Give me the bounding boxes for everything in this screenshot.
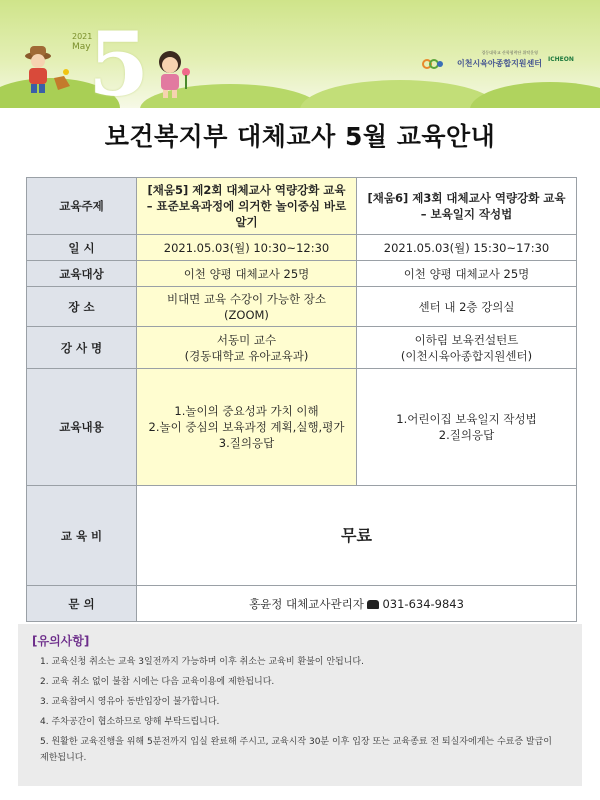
session5-target: 이천 양평 대체교사 25명 <box>137 261 357 287</box>
session6-topic: [채움6] 제3회 대체교사 역량강화 교육 – 보육일지 작성법 <box>357 178 577 235</box>
session5-lecturer <box>137 327 357 369</box>
session6-lecturer-affiliation: (이천시육아종합지원센터) <box>400 348 533 363</box>
contact-name: 홍윤정 대체교사관리자 <box>249 596 364 611</box>
label-fee: 교 육 비 <box>27 486 137 586</box>
icheon-city-logo: ICHEON <box>548 56 574 63</box>
notes-box <box>18 624 582 786</box>
logo-subtitle: 경동대학교 산학협력단 위탁운영 <box>481 50 538 55</box>
telephone-icon <box>367 600 379 609</box>
contact-phone: 031-634-9843 <box>382 596 464 611</box>
session6-date: 2021.05.03(월) 15:30~17:30 <box>357 235 577 261</box>
logo-org-name: 이천시육아종합지원센터 <box>456 59 542 68</box>
session5-topic: [채움5] 제2회 대체교사 역량강화 교육 – 표준보육과정에 의거한 놀이중심 바로알기 <box>137 178 357 235</box>
session5-content-item2: 2.놀이 중심의 보육과정 계획,실행,평가 <box>148 420 345 434</box>
row-content <box>27 369 577 486</box>
row-topic <box>27 178 577 235</box>
session5-content-item1: 1.놀이의 중요성과 가치 이해 <box>174 404 319 418</box>
education-info-table <box>26 177 577 622</box>
row-place <box>27 287 577 327</box>
organization-logo <box>422 50 582 78</box>
banner-month-name: May <box>72 42 91 52</box>
session6-content <box>357 369 577 486</box>
session6-place: 센터 내 2층 강의실 <box>357 287 577 327</box>
label-contact: 문 의 <box>27 586 137 622</box>
label-target: 교육대상 <box>27 261 137 287</box>
header-banner <box>0 0 600 108</box>
label-topic: 교육주제 <box>27 178 137 235</box>
note-item: 1. 교육신청 취소는 교육 3일전까지 가능하며 이후 취소는 교육비 환불이 안됩니다. <box>40 657 364 667</box>
session5-content-item3: 3.질의응답 <box>218 436 275 450</box>
note-item: 2. 교육 취소 없이 불참 시에는 다음 교육이용에 제한됩니다. <box>40 677 275 687</box>
session6-content-item1: 1.어린이집 보육일지 작성법 <box>396 412 537 426</box>
session5-date: 2021.05.03(월) 10:30~12:30 <box>137 235 357 261</box>
contact-info <box>137 586 577 622</box>
label-place: 장 소 <box>27 287 137 327</box>
session5-place <box>137 287 357 327</box>
session5-lecturer-name: 서동미 교수 <box>216 332 277 347</box>
session5-place-line1: 비대면 교육 수강이 가능한 장소 <box>166 291 327 306</box>
note-item: 3. 교육참여시 영유아 동반입장이 불가합니다. <box>40 697 220 707</box>
row-contact <box>27 586 577 622</box>
center-logo-icon <box>422 56 444 72</box>
session5-place-line2: (ZOOM) <box>224 307 269 322</box>
notes-list <box>40 654 560 770</box>
session6-content-item2: 2.질의응답 <box>438 428 495 442</box>
note-item: 5. 원활한 교육진행을 위해 5분전까지 입실 완료해 주시고, 교육시작 30분 이후 입장 또는 교육종료 전 퇴실자에게는 수료증 발급이 제한됩니다. <box>40 737 552 763</box>
page-title: 보건복지부 대체교사 5월 교육안내 <box>104 122 496 151</box>
label-lecturer: 강 사 명 <box>27 327 137 369</box>
label-date: 일 시 <box>27 235 137 261</box>
session6-lecturer <box>357 327 577 369</box>
session5-content <box>137 369 357 486</box>
fee-value: 무료 <box>137 486 577 586</box>
notes-title: [유의사항] <box>32 634 90 648</box>
note-item: 4. 주차공간이 협소하므로 양해 부탁드립니다. <box>40 717 220 727</box>
session6-target: 이천 양평 대체교사 25명 <box>357 261 577 287</box>
girl-with-flower-illustration <box>150 48 196 100</box>
banner-year: 2021 <box>72 32 93 41</box>
banner-month-number: 5 <box>88 12 150 108</box>
row-lecturer <box>27 327 577 369</box>
row-fee <box>27 486 577 586</box>
row-target <box>27 261 577 287</box>
session5-lecturer-affiliation: (경동대학교 유아교육과) <box>184 348 309 363</box>
gardener-child-illustration <box>20 42 80 98</box>
label-content: 교육내용 <box>27 369 137 486</box>
row-date <box>27 235 577 261</box>
session6-lecturer-name: 이하림 보육컨설턴트 <box>414 332 519 347</box>
